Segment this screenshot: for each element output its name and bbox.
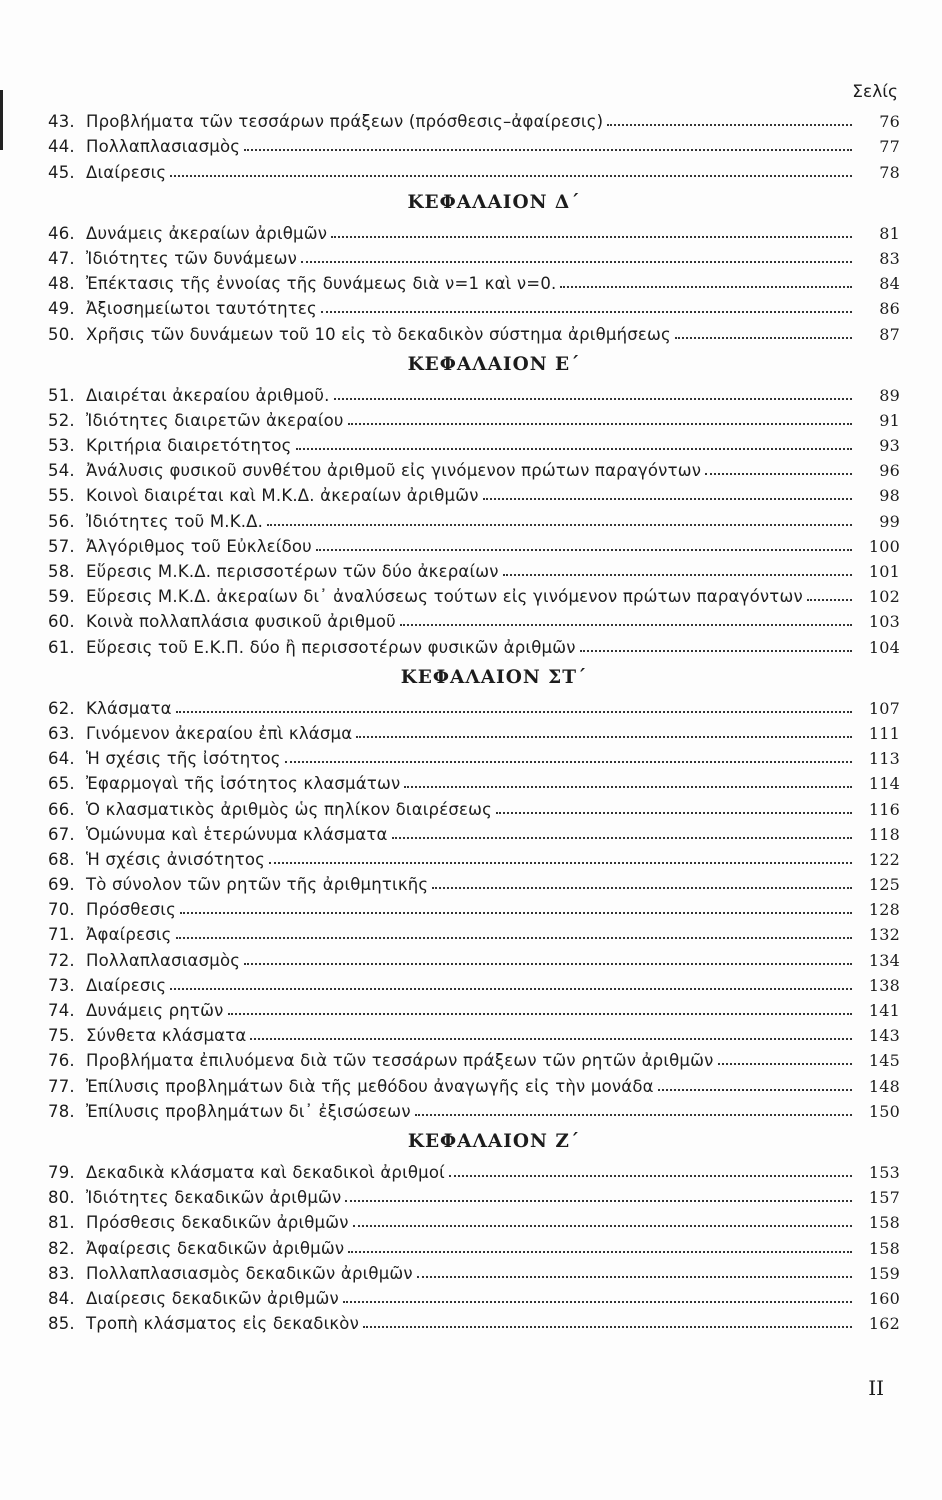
entry-page-number: 113 xyxy=(868,749,900,769)
entry-page-number: 122 xyxy=(868,849,900,869)
dot-leader xyxy=(250,1037,852,1040)
page-column-header: Σελίς xyxy=(852,82,898,102)
dot-leader xyxy=(718,1062,852,1065)
toc-entry xyxy=(48,768,900,793)
chapter-heading: ΚΕΦΑΛΑΙΟΝ Ε΄ xyxy=(407,353,581,375)
entry-page-number: 86 xyxy=(879,299,900,319)
entry-title: Ἐπίλυσις προβλημάτων διὰ τῆς μεθόδου ἀναγωγῆς εἰς τὴν μονάδα xyxy=(86,1076,654,1096)
toc-entry xyxy=(48,919,900,944)
entry-number: 72. xyxy=(48,950,75,970)
dot-leader xyxy=(296,447,852,450)
entry-number: 54. xyxy=(48,461,75,481)
entry-number: 84. xyxy=(48,1288,75,1308)
entry-number: 58. xyxy=(48,562,75,581)
entry-number: 69. xyxy=(48,875,75,895)
entry-title: Σύνθετα κλάσματα xyxy=(86,1026,247,1046)
dot-leader xyxy=(658,1088,852,1091)
toc-entry xyxy=(48,793,900,818)
entry-title: Χρῆσις τῶν δυνάμεων τοῦ 10 εἰς τὸ δεκαδικὸν σύστημα ἀριθμήσεως xyxy=(86,324,671,344)
toc-entry xyxy=(48,1308,900,1333)
entry-page-number: 116 xyxy=(868,799,900,819)
entry-number: 49. xyxy=(48,299,75,319)
entry-title: Ἐπίλυσις προβλημάτων δι᾽ ἐξισώσεων xyxy=(86,1101,411,1121)
dot-leader xyxy=(353,1224,852,1227)
entry-number: 79. xyxy=(48,1162,75,1182)
entry-number: 82. xyxy=(48,1238,75,1258)
entry-number: 74. xyxy=(48,1001,75,1020)
entry-page-number: 83 xyxy=(879,248,900,268)
entry-title: Προβλήματα ἐπιλυόμενα διὰ τῶν τεσσάρων πράξεων τῶν ρητῶν ἀριθμῶν xyxy=(86,1051,714,1071)
dot-leader xyxy=(560,285,852,288)
entry-page-number: 162 xyxy=(868,1314,900,1334)
entry-number: 68. xyxy=(48,849,75,869)
toc-entry xyxy=(48,743,900,768)
dot-leader xyxy=(301,260,852,263)
toc-entry xyxy=(48,606,900,631)
dot-leader xyxy=(483,497,852,500)
dot-leader xyxy=(316,548,852,551)
entry-number: 57. xyxy=(48,536,75,556)
toc-entry xyxy=(48,995,900,1020)
entry-title: Διαίρεσις xyxy=(86,975,167,995)
entry-page-number: 84 xyxy=(879,274,900,294)
entry-page-number: 100 xyxy=(868,536,900,556)
dot-leader xyxy=(400,623,852,626)
entry-page-number: 159 xyxy=(868,1263,900,1283)
entry-title: Ἰδιότητες τῶν δυνάμεων xyxy=(86,248,298,268)
dot-leader xyxy=(348,1250,852,1253)
entry-number: 71. xyxy=(48,925,75,945)
entry-title: Ἀξιοσημείωτοι ταυτότητες xyxy=(86,299,317,319)
entry-page-number: 141 xyxy=(868,1001,900,1020)
entry-number: 81. xyxy=(48,1213,75,1233)
dot-leader xyxy=(580,649,852,652)
entry-title: Τὸ σύνολον τῶν ρητῶν τῆς ἀριθμητικῆς xyxy=(86,875,429,895)
entry-title: Ἀφαίρεσις xyxy=(86,925,172,945)
entry-page-number: 101 xyxy=(868,562,900,581)
entry-title: Γινόμενον ἀκεραίου ἐπὶ κλάσμα xyxy=(86,723,353,743)
toc-entry xyxy=(48,1096,900,1121)
dot-leader xyxy=(267,523,852,526)
entry-page-number: 150 xyxy=(868,1101,900,1121)
entry-number: 47. xyxy=(48,248,75,268)
entry-page-number: 98 xyxy=(879,486,900,506)
entry-page-number: 128 xyxy=(868,900,900,920)
toc-entry xyxy=(48,218,900,243)
dot-leader xyxy=(170,987,852,990)
entry-number: 66. xyxy=(48,799,75,819)
dot-leader xyxy=(496,811,852,814)
dot-leader xyxy=(244,148,852,151)
entry-page-number: 148 xyxy=(868,1076,900,1096)
entry-title: Δεκαδικὰ κλάσματα καὶ δεκαδικοὶ ἀριθμοί xyxy=(86,1162,445,1182)
toc-entry xyxy=(48,243,900,268)
entry-number: 63. xyxy=(48,723,75,743)
toc-entry xyxy=(48,869,900,894)
toc-entry xyxy=(48,505,900,530)
entry-page-number: 114 xyxy=(868,774,900,794)
dot-leader xyxy=(244,962,852,965)
entry-page-number: 145 xyxy=(868,1051,900,1071)
entry-number: 83. xyxy=(48,1263,75,1283)
toc-entry xyxy=(48,480,900,505)
entry-title: Κλάσματα xyxy=(86,698,172,718)
entry-number: 53. xyxy=(48,436,75,456)
toc-entry xyxy=(48,106,900,131)
entry-title: Πολλαπλασιασμὸς xyxy=(86,950,241,970)
entry-title: Ἀνάλυσις φυσικοῦ συνθέτου ἀριθμοῦ εἰς γινόμενον πρώτων παραγόντων xyxy=(86,461,702,481)
dot-leader xyxy=(269,861,852,864)
toc-body xyxy=(48,106,900,1333)
dot-leader xyxy=(331,235,852,238)
entry-page-number: 134 xyxy=(868,950,900,970)
toc-entry xyxy=(48,1182,900,1207)
entry-number: 62. xyxy=(48,698,75,718)
toc-entry xyxy=(48,1232,900,1257)
entry-page-number: 78 xyxy=(879,162,900,182)
entry-title: Πρόσθεσις δεκαδικῶν ἀριθμῶν xyxy=(86,1213,349,1233)
entry-number: 56. xyxy=(48,511,75,531)
toc-entry xyxy=(48,156,900,181)
dot-leader xyxy=(607,123,852,126)
toc-entry xyxy=(48,318,900,343)
entry-title: Πολλαπλασιασμὸς xyxy=(86,137,241,157)
entry-number: 60. xyxy=(48,612,75,632)
entry-title: Εὕρεσις Μ.Κ.Δ. περισσοτέρων τῶν δύο ἀκεραίων xyxy=(86,562,499,581)
toc-entry xyxy=(48,819,900,844)
dot-leader xyxy=(356,735,852,738)
entry-title: Δυνάμεις ρητῶν xyxy=(86,1001,224,1020)
entry-number: 50. xyxy=(48,324,75,344)
entry-title: Ἰδιότητες δεκαδικῶν ἀριθμῶν xyxy=(86,1188,342,1208)
entry-page-number: 132 xyxy=(868,925,900,945)
toc-entry xyxy=(48,531,900,556)
entry-page-number: 157 xyxy=(868,1188,900,1208)
entry-page-number: 77 xyxy=(879,137,900,157)
entry-number: 76. xyxy=(48,1051,75,1071)
chapter-heading: ΚΕΦΑΛΑΙΟΝ Δ΄ xyxy=(407,191,581,213)
toc-entry xyxy=(48,430,900,455)
entry-title: Ἀφαίρεσις δεκαδικῶν ἀριθμῶν xyxy=(86,1238,345,1258)
entry-title: Διαίρεσις δεκαδικῶν ἀριθμῶν xyxy=(86,1288,339,1308)
dot-leader xyxy=(176,710,852,713)
entry-page-number: 143 xyxy=(868,1026,900,1046)
entry-page-number: 87 xyxy=(879,324,900,344)
entry-page-number: 99 xyxy=(879,511,900,531)
entry-page-number: 91 xyxy=(879,410,900,430)
entry-number: 78. xyxy=(48,1101,75,1121)
toc-entry xyxy=(48,405,900,430)
dot-leader xyxy=(345,1199,852,1202)
entry-title: Προβλήματα τῶν τεσσάρων πράξεων (πρόσθεσις–ἀφαίρεσις) xyxy=(86,112,604,132)
entry-number: 80. xyxy=(48,1188,75,1208)
entry-title: Ἐφαρμογαὶ τῆς ἰσότητος κλασμάτων xyxy=(86,774,401,794)
entry-page-number: 93 xyxy=(879,436,900,456)
toc-entry xyxy=(48,556,900,581)
entry-title: Κριτήρια διαιρετότητος xyxy=(86,436,292,456)
dot-leader xyxy=(228,1012,852,1015)
entry-number: 44. xyxy=(48,137,75,157)
toc-entry xyxy=(48,1207,900,1232)
toc-entry xyxy=(48,693,900,718)
toc-entry xyxy=(48,293,900,318)
entry-title: Ὁ κλασματικὸς ἀριθμὸς ὡς πηλίκον διαιρέσεως xyxy=(86,799,493,819)
toc-entry xyxy=(48,1070,900,1095)
toc-entry xyxy=(48,1157,900,1182)
dot-leader xyxy=(348,422,852,425)
entry-page-number: 158 xyxy=(868,1213,900,1233)
dot-leader xyxy=(170,174,852,177)
entry-page-number: 160 xyxy=(868,1288,900,1308)
dot-leader xyxy=(343,1300,852,1303)
entry-page-number: 76 xyxy=(879,112,900,132)
dot-leader xyxy=(449,1174,852,1177)
page-edge-mark xyxy=(0,90,3,150)
dot-leader xyxy=(334,397,852,400)
entry-number: 85. xyxy=(48,1314,75,1334)
entry-page-number: 111 xyxy=(868,723,900,743)
entry-title: Ἐπέκτασις τῆς ἐννοίας τῆς δυνάμεως διὰ ν=1 καὶ ν=0. xyxy=(86,274,557,294)
entry-number: 45. xyxy=(48,162,75,182)
footer-page-number: ΙΙ xyxy=(868,1376,884,1400)
entry-page-number: 81 xyxy=(879,223,900,243)
toc-entry xyxy=(48,1283,900,1308)
table-of-contents xyxy=(48,82,900,1333)
entry-page-number: 158 xyxy=(868,1238,900,1258)
toc-entry xyxy=(48,718,900,743)
entry-number: 64. xyxy=(48,749,75,769)
entry-title: Κοινοὶ διαιρέται καὶ Μ.Κ.Δ. ἀκεραίων ἀριθμῶν xyxy=(86,486,479,506)
dot-leader xyxy=(415,1113,852,1116)
entry-number: 77. xyxy=(48,1076,75,1096)
dot-leader xyxy=(417,1275,852,1278)
entry-title: Κοινὰ πολλαπλάσια φυσικοῦ ἀριθμοῦ xyxy=(86,612,396,632)
entry-page-number: 138 xyxy=(868,975,900,995)
entry-page-number: 96 xyxy=(879,461,900,481)
toc-entry xyxy=(48,1258,900,1283)
chapter-heading: ΚΕΦΑΛΑΙΟΝ Ζ΄ xyxy=(407,1130,581,1152)
entry-number: 75. xyxy=(48,1026,75,1046)
entry-number: 61. xyxy=(48,637,75,657)
entry-title: Ἰδιότητες τοῦ Μ.Κ.Δ. xyxy=(86,511,264,531)
toc-entry xyxy=(48,631,900,656)
entry-page-number: 118 xyxy=(868,824,900,844)
dot-leader xyxy=(321,310,852,313)
toc-entry xyxy=(48,380,900,405)
dot-leader xyxy=(180,911,852,914)
entry-number: 73. xyxy=(48,975,75,995)
entry-page-number: 107 xyxy=(868,698,900,718)
entry-title: Ἡ σχέσις ἀνισότητος xyxy=(86,849,266,869)
entry-title: Ἀλγόριθμος τοῦ Εὐκλείδου xyxy=(86,536,312,556)
toc-entry xyxy=(48,1020,900,1045)
entry-number: 43. xyxy=(48,112,75,132)
dot-leader xyxy=(675,336,852,339)
entry-page-number: 104 xyxy=(868,637,900,657)
dot-leader xyxy=(176,936,852,939)
toc-entry xyxy=(48,844,900,869)
entry-number: 46. xyxy=(48,223,75,243)
dot-leader xyxy=(503,573,852,576)
dot-leader xyxy=(285,760,852,763)
toc-entry xyxy=(48,894,900,919)
entry-title: Πολλαπλασιασμὸς δεκαδικῶν ἀριθμῶν xyxy=(86,1263,413,1283)
dot-leader xyxy=(705,472,852,475)
toc-entry xyxy=(48,970,900,995)
entry-number: 65. xyxy=(48,774,75,794)
entry-title: Ἰδιότητες διαιρετῶν ἀκεραίου xyxy=(86,410,344,430)
entry-number: 48. xyxy=(48,274,75,294)
toc-entry xyxy=(48,455,900,480)
entry-number: 52. xyxy=(48,410,75,430)
entry-title: Πρόσθεσις xyxy=(86,900,176,920)
entry-title: Τροπὴ κλάσματος εἰς δεκαδικὸν xyxy=(86,1314,359,1334)
entry-page-number: 89 xyxy=(879,385,900,405)
entry-title: Διαίρεσις xyxy=(86,162,167,182)
entry-number: 70. xyxy=(48,900,75,920)
entry-number: 67. xyxy=(48,824,75,844)
entry-page-number: 125 xyxy=(868,875,900,895)
toc-entry xyxy=(48,268,900,293)
toc-entry xyxy=(48,944,900,969)
entry-page-number: 102 xyxy=(868,587,900,607)
toc-entry xyxy=(48,131,900,156)
entry-title: Διαιρέται ἀκεραίου ἀριθμοῦ. xyxy=(86,385,330,405)
dot-leader xyxy=(363,1325,852,1328)
entry-number: 51. xyxy=(48,385,75,405)
entry-page-number: 103 xyxy=(868,612,900,632)
entry-title: Δυνάμεις ἀκεραίων ἀριθμῶν xyxy=(86,223,328,243)
dot-leader xyxy=(392,836,852,839)
entry-page-number: 153 xyxy=(868,1162,900,1182)
toc-entry xyxy=(48,581,900,606)
entry-title: Ἡ σχέσις τῆς ἰσότητος xyxy=(86,749,281,769)
entry-title: Εὕρεσις Μ.Κ.Δ. ἀκεραίων δι᾽ ἀναλύσεως τούτων εἰς γινόμενον πρώτων παραγόντων xyxy=(86,587,803,607)
entry-title: Εὕρεσις τοῦ Ε.Κ.Π. δύο ἢ περισσοτέρων φυσικῶν ἀριθμῶν xyxy=(86,637,576,657)
toc-entry xyxy=(48,1045,900,1070)
dot-leader xyxy=(432,886,852,889)
entry-number: 55. xyxy=(48,486,75,506)
entry-number: 59. xyxy=(48,587,75,607)
dot-leader xyxy=(807,598,852,601)
chapter-heading: ΚΕΦΑΛΑΙΟΝ ΣΤ΄ xyxy=(400,666,588,688)
entry-title: Ὁμώνυμα καὶ ἑτερώνυμα κλάσματα xyxy=(86,824,388,844)
dot-leader xyxy=(404,785,852,788)
